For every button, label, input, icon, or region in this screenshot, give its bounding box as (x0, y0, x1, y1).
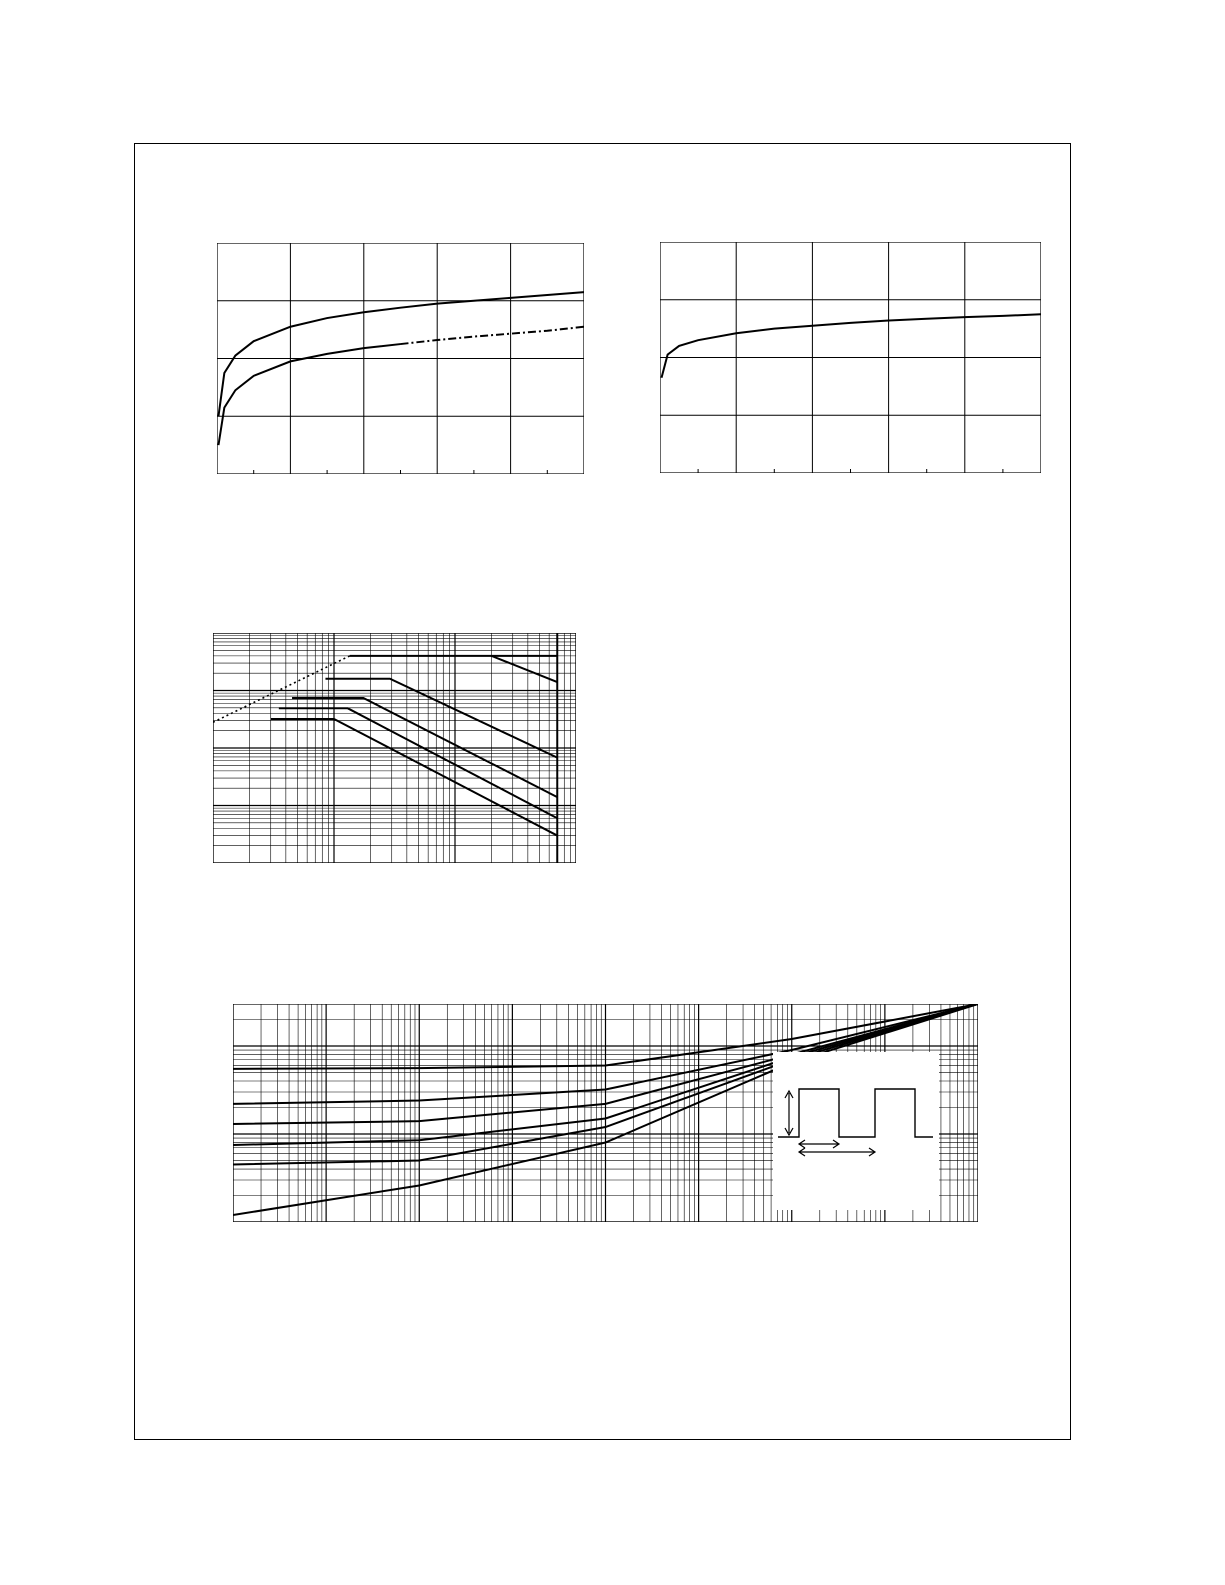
series-line-1 (662, 314, 1041, 378)
pulse-waveform-inset (773, 1052, 939, 1210)
chart-2 (660, 242, 1041, 473)
chart-4 (233, 1004, 978, 1222)
chart-3 (213, 633, 576, 863)
grid (660, 242, 1041, 473)
chart-4-svg (233, 1004, 978, 1222)
chart-1-svg (217, 243, 584, 474)
series-line-2 (218, 344, 400, 445)
chart-2-svg (660, 242, 1041, 473)
chart-3-svg (213, 633, 576, 863)
inset-background (773, 1052, 939, 1210)
series-line-2-dashdot (401, 327, 585, 344)
series-line-1 (213, 656, 350, 722)
grid (217, 243, 584, 474)
chart-1 (217, 243, 584, 474)
series-line-1 (218, 292, 584, 416)
series-line-7 (491, 656, 557, 682)
